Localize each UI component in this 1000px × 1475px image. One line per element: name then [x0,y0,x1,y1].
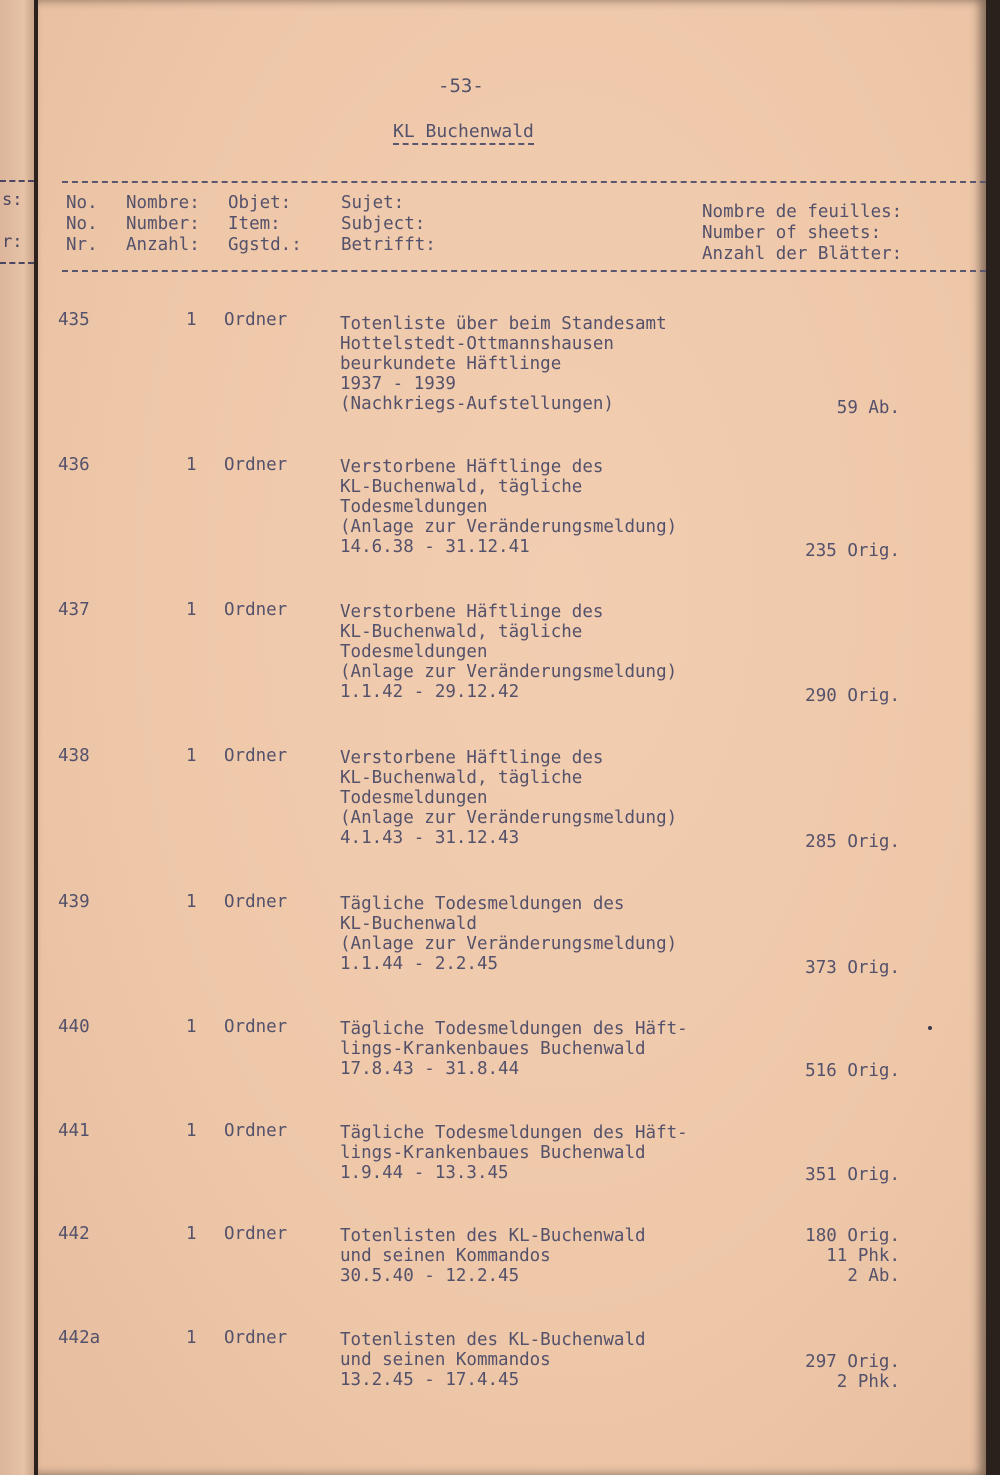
entry-subject-line: 13.2.45 - 17.4.45 [340,1370,520,1390]
entry-sheets: 351 Orig. [805,1165,900,1185]
entry-sheets: 290 Orig. [805,686,900,706]
entry-subject-line: Verstorbene Häftlinge des [340,457,604,477]
entry-subject-line: beurkundete Häftlinge [340,354,562,374]
entry-number: 435 [58,310,90,330]
entry-item: Ordner [224,746,288,766]
entry-count: 1 [186,600,197,620]
header-bottom-rule [62,270,986,272]
entry-subject-line: Tägliche Todesmeldungen des [340,894,625,914]
page-number: -53- [438,75,484,97]
header-subject: Betrifft: [341,235,436,255]
header-sheets: Nombre de feuilles: [702,202,903,222]
entry-count: 1 [186,1224,197,1244]
entry-sheets: 59 Ab. [836,398,900,418]
ink-speck [928,1026,932,1030]
entry-subject-line: und seinen Kommandos [340,1350,551,1370]
entry-item: Ordner [224,310,288,330]
header-item: Ggstd.: [228,235,302,255]
header-count: Nombre: [126,193,200,213]
entry-subject-line: 17.8.43 - 31.8.44 [340,1059,520,1079]
header-top-rule [62,181,986,183]
entry-sheets: 2 Ab. [847,1266,900,1286]
archive-title: KL Buchenwald [393,122,534,145]
header-item: Objet: [228,193,292,213]
entry-subject-line: Hottelstedt-Ottmannshausen [340,334,614,354]
header-subject: Subject: [341,214,426,234]
margin-fragment: r: [2,232,23,252]
entry-number: 440 [58,1017,90,1037]
entry-subject-line: Todesmeldungen [340,642,488,662]
entry-count: 1 [186,310,197,330]
entry-sheets: 297 Orig. [805,1352,900,1372]
entry-subject-line: 1937 - 1939 [340,374,456,394]
entry-count: 1 [186,1121,197,1141]
previous-page-edge [0,0,34,1475]
header-item: Item: [228,214,281,234]
entry-subject-line: (Nachkriegs-Aufstellungen) [340,394,614,414]
entry-count: 1 [186,1328,197,1348]
entry-subject-line: Totenlisten des KL-Buchenwald [340,1330,646,1350]
entry-count: 1 [186,746,197,766]
entry-subject-line: 1.1.42 - 29.12.42 [340,682,520,702]
entry-sheets: 180 Orig. [805,1226,900,1246]
entry-subject-line: KL-Buchenwald [340,914,477,934]
entry-item: Ordner [224,1224,288,1244]
entry-subject-line: Totenliste über beim Standesamt [340,314,667,334]
entry-number: 438 [58,746,90,766]
header-no: No. [66,193,98,213]
entry-subject-line: Verstorbene Häftlinge des [340,748,604,768]
entry-sheets: 285 Orig. [805,832,900,852]
entry-number: 439 [58,892,90,912]
header-count: Anzahl: [126,235,200,255]
entry-item: Ordner [224,1328,288,1348]
entry-count: 1 [186,892,197,912]
entry-number: 442a [58,1328,101,1348]
entry-subject-line: 14.6.38 - 31.12.41 [340,537,530,557]
header-subject: Sujet: [341,193,405,213]
entry-subject-line: Tägliche Todesmeldungen des Häft- [340,1123,688,1143]
entry-subject-line: 1.1.44 - 2.2.45 [340,954,499,974]
entry-subject-line: (Anlage zur Veränderungsmeldung) [340,517,678,537]
entry-subject-line: KL-Buchenwald, tägliche [340,622,583,642]
entry-sheets: 2 Phk. [836,1372,900,1392]
entry-subject-line: (Anlage zur Veränderungsmeldung) [340,934,678,954]
header-sheets: Number of sheets: [702,223,882,243]
document-page [38,0,986,1475]
entry-subject-line: Totenlisten des KL-Buchenwald [340,1226,646,1246]
entry-subject-line: lings-Krankenbaues Buchenwald [340,1143,646,1163]
entry-number: 441 [58,1121,90,1141]
entry-item: Ordner [224,455,288,475]
entry-subject-line: Verstorbene Häftlinge des [340,602,604,622]
entry-sheets: 11 Phk. [826,1246,900,1266]
entry-subject-line: (Anlage zur Veränderungsmeldung) [340,662,678,682]
entry-sheets: 516 Orig. [805,1061,900,1081]
entry-number: 436 [58,455,90,475]
entry-subject-line: 4.1.43 - 31.12.43 [340,828,520,848]
header-sheets: Anzahl der Blätter: [702,244,903,264]
entry-subject-line: Todesmeldungen [340,497,488,517]
margin-fragment: s: [2,190,23,210]
entry-subject-line: und seinen Kommandos [340,1246,551,1266]
entry-sheets: 373 Orig. [805,958,900,978]
divider [0,262,34,264]
entry-item: Ordner [224,600,288,620]
entry-subject-line: lings-Krankenbaues Buchenwald [340,1039,646,1059]
header-no: No. [66,214,98,234]
entry-count: 1 [186,1017,197,1037]
divider [0,180,34,182]
entry-subject-line: KL-Buchenwald, tägliche [340,768,583,788]
header-no: Nr. [66,235,98,255]
entry-subject-line: 30.5.40 - 12.2.45 [340,1266,520,1286]
entry-item: Ordner [224,892,288,912]
entry-item: Ordner [224,1017,288,1037]
entry-subject-line: Todesmeldungen [340,788,488,808]
entry-subject-line: (Anlage zur Veränderungsmeldung) [340,808,678,828]
entry-subject-line: Tägliche Todesmeldungen des Häft- [340,1019,688,1039]
entry-count: 1 [186,455,197,475]
header-count: Number: [126,214,200,234]
entry-item: Ordner [224,1121,288,1141]
entry-number: 442 [58,1224,90,1244]
entry-sheets: 235 Orig. [805,541,900,561]
entry-number: 437 [58,600,90,620]
entry-subject-line: KL-Buchenwald, tägliche [340,477,583,497]
entry-subject-line: 1.9.44 - 13.3.45 [340,1163,509,1183]
